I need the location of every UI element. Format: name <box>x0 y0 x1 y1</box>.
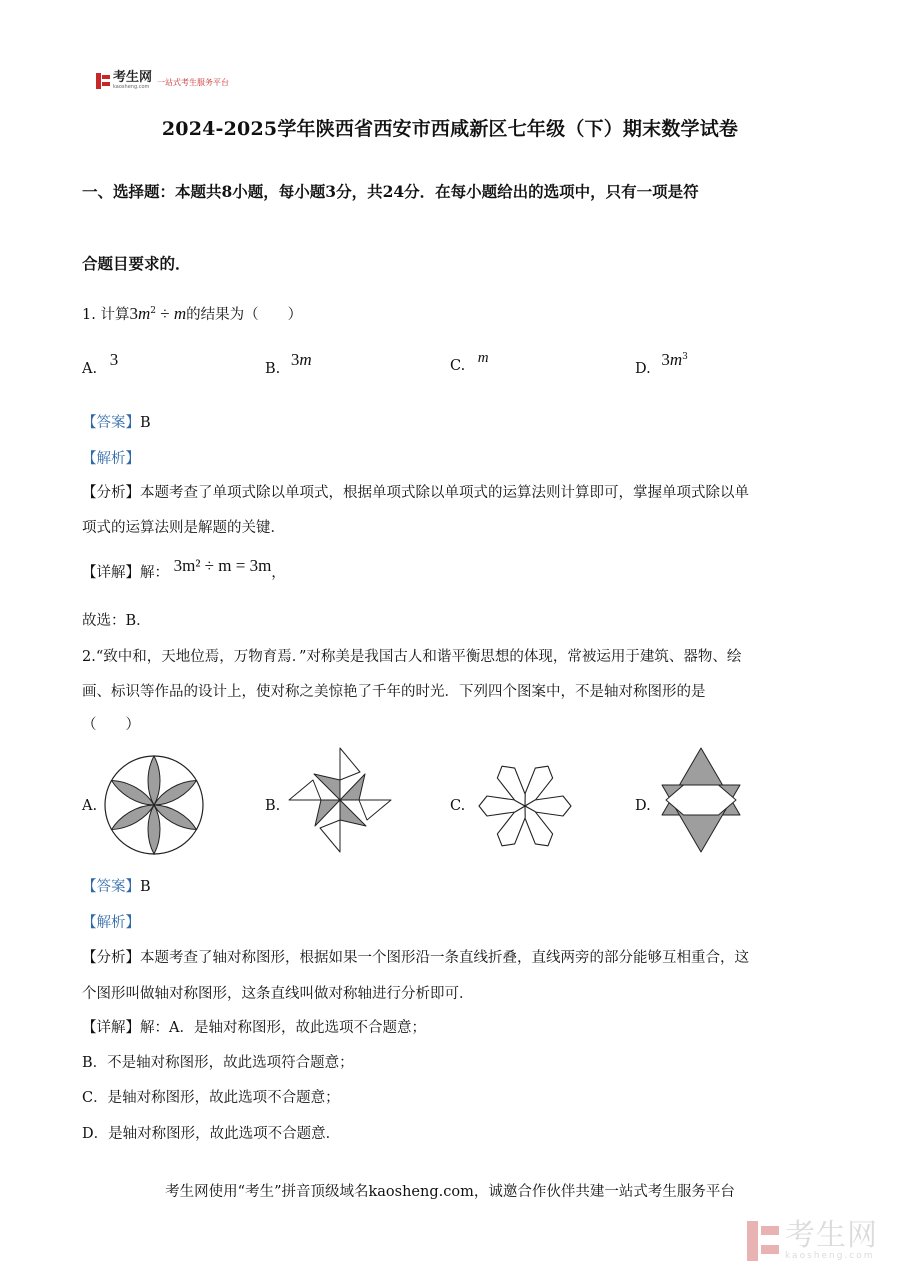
q1-expr-var: m <box>137 303 151 323</box>
q2-option-a-label[interactable]: A. <box>82 798 98 814</box>
q1-expr-var2: m <box>173 303 187 323</box>
q2-option-c-label[interactable]: C. <box>450 798 466 814</box>
q2-option-d-figure[interactable] <box>655 746 747 854</box>
q1-fenxi-line1: 【分析】本题考查了单项式除以单项式，根据单项式除以单项式的运算法则计算即可，掌握单项式除以单 <box>82 485 749 501</box>
q2-detail-a: 【详解】解：A．是轴对称图形，故此选项不合题意； <box>82 1020 426 1036</box>
flower-petals <box>109 756 200 854</box>
page-title: 2024-2025学年陕西省西安市西咸新区七年级（下）期末数学试卷 <box>161 118 739 140</box>
header-logo[interactable] <box>96 72 229 90</box>
q1-choose: 故选：B． <box>82 613 151 629</box>
logo-url: kaosheng.com <box>113 84 150 90</box>
q2-fenxi-line1: 【分析】本题考查了轴对称图形，根据如果一个图形沿一条直线折叠，直线两旁的部分能够互相重合，这 <box>82 950 749 966</box>
q2-stem-line1: 2.“致中和，天地位焉，万物育焉．”对称美是我国古人和谐平衡思想的体现，常被运用于建筑、器物、绘 <box>82 649 742 665</box>
q1-detail-expr: 3m² ÷ m = 3m <box>173 556 272 575</box>
q2-stem-line3: （ ） <box>82 717 140 733</box>
q1-option-d[interactable]: D. $3m^3$ <box>635 350 688 377</box>
section-heading-line2: 合题目要求的． <box>82 254 191 273</box>
q1-prefix: 计算 <box>100 306 130 323</box>
q2-detail-b: B．不是轴对称图形，故此选项符合题意； <box>82 1055 354 1071</box>
q2-fenxi-line2: 个图形叫做轴对称图形，这条直线叫做对称轴进行分析即可． <box>82 986 474 1002</box>
q2-answer: 【答案】B <box>82 879 151 895</box>
q2-option-c-figure[interactable] <box>470 758 580 854</box>
q1-option-a[interactable]: A. 3 <box>82 350 119 377</box>
page-footer[interactable]: 考生网使用“考生”拼音顶级域名kaosheng.com，诚邀合作伙伴共建一站式考生服务平台 <box>165 1184 735 1200</box>
q1-expr-exp: 2 <box>150 306 156 316</box>
watermark-logo-icon <box>747 1221 779 1261</box>
q2-option-a-figure[interactable] <box>102 753 206 857</box>
q2-option-b-figure[interactable] <box>287 746 393 854</box>
q2-detail-d: D．是轴对称图形，故此选项不合题意． <box>82 1126 341 1142</box>
q2-option-d-label[interactable]: D. <box>635 798 651 814</box>
q1-expr-coef: 3 <box>129 303 138 323</box>
q1-analysis-tag: 【解析】 <box>82 451 140 467</box>
watermark-name: 考生网 <box>785 1218 878 1253</box>
q2-stem-line2: 画、标识等作品的设计上，使对称之美惊艳了千年的时光．下列四个图案中，不是轴对称图形的是 <box>82 684 706 700</box>
q1-fenxi-line2: 项式的运算法则是解题的关键． <box>82 520 285 536</box>
q1-stem <box>82 301 302 325</box>
q1-option-b[interactable]: B. 3m <box>265 350 312 377</box>
q1-suffix: 的结果为（ ） <box>186 306 303 323</box>
logo-name: 考生网 <box>113 70 153 85</box>
q2-option-b-label[interactable]: B. <box>265 798 281 814</box>
q1-expr-div: ÷ <box>155 303 174 323</box>
pinwheel-blades <box>289 748 391 852</box>
q2-analysis-tag: 【解析】 <box>82 915 140 931</box>
logo-slogan: 一站式考生服务平台 <box>157 77 230 87</box>
section-heading-line1: 一、选择题：本题共8小题，每小题3分，共24分．在每小题给出的选项中，只有一项是符 <box>82 182 699 201</box>
arrow-arms <box>479 761 571 851</box>
watermark-url: kaosheng.com <box>785 1251 875 1261</box>
q1-detail: 【详解】解： 3m² ÷ m = 3m， <box>82 556 286 581</box>
q1-option-c[interactable]: C. m <box>450 350 489 374</box>
watermark <box>747 1218 878 1261</box>
star-triangles <box>662 748 740 852</box>
q1-number: 1. <box>82 306 96 323</box>
q1-answer: 【答案】B <box>82 415 151 431</box>
kaosheng-logo-icon <box>96 73 110 89</box>
q2-detail-c: C．是轴对称图形，故此选项不合题意； <box>82 1090 340 1106</box>
